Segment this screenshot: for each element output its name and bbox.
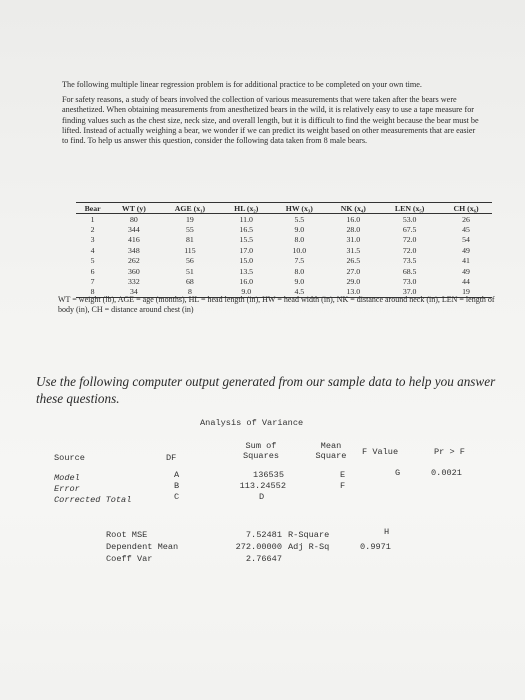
root-mse-value: 7.52481 [245,530,282,540]
anova-title: Analysis of Variance [200,418,304,428]
intro-text [62,80,482,151]
table-row [76,214,492,225]
table-cell: 4 [90,245,95,255]
table-cell: 19 [186,214,194,224]
table-cell: 27.0 [346,266,361,276]
table-cell: 7.5 [294,256,305,266]
table-cell: 344 [128,225,140,235]
header-len: LEN (x₅) [379,203,440,214]
header-square: Square [315,451,347,461]
table-cell: 26 [462,214,470,224]
variable-legend: WT = weight (lb), AGE = age (months), HL = head length (in), HW = head width (in), NK = distance around neck (in), LEN = length of body (in), CH = distance around chest (in) [58,295,495,314]
adj-r-sq-value: 0.9971 [360,542,391,552]
row-error-ms: F [340,481,346,491]
table-cell: 7 [90,277,95,287]
table-row [76,266,492,276]
header-bear: Bear [76,203,109,214]
header-pr-f: Pr > F [434,447,465,457]
table-cell: 262 [128,256,140,266]
table-cell: 16.0 [239,277,254,287]
table-cell: 8.0 [294,235,305,245]
table-cell: 41 [462,256,470,266]
table-cell: 9.0 [294,225,305,235]
table-cell: 3 [90,235,95,245]
table-cell: 8 [76,287,109,298]
table-cell: 67.5 [402,225,417,235]
r-square-value: H [384,527,390,537]
table-cell: 73.5 [402,256,417,266]
root-mse-label: Root MSE [106,530,148,540]
table-cell: 45 [462,225,470,235]
table-cell: 19 [440,287,492,298]
table-cell: 80 [129,214,138,224]
header-sum-of: Sum of [245,441,277,451]
table-header-row [76,203,492,214]
table-cell: 6 [90,266,95,276]
coeff-var-value: 2.76647 [245,554,282,564]
table-cell: 360 [128,266,140,276]
table-cell: 31.0 [346,235,361,245]
row-model-ms: E [340,470,346,480]
table-cell: 16.0 [346,214,361,224]
table-cell: 15.0 [239,256,254,266]
adj-r-sq-label: Adj R-Sq [288,542,330,552]
table-cell: 8 [159,287,222,298]
table-cell: 55 [186,225,194,235]
table-cell: 44 [462,277,470,287]
table-cell: 51 [186,266,194,276]
row-model-f: G [395,468,401,478]
table-cell: 5.5 [294,214,305,224]
table-cell: 115 [184,245,196,255]
table-cell: 348 [128,245,140,255]
row-model-ss: 136535 [253,470,284,480]
table-cell: 9.0 [221,287,271,298]
table-cell: 73.0 [402,277,417,287]
table-cell: 54 [462,235,470,245]
bear-data-table [76,202,492,298]
table-cell: 332 [128,277,140,287]
row-error-ss: 113.24552 [239,481,286,491]
row-total-source: Corrected Total [54,495,132,505]
header-df: DF [166,453,177,463]
table-cell: 34 [109,287,158,298]
dependent-mean-value: 272.00000 [235,542,282,552]
table-cell: 53.0 [402,214,417,224]
coeff-var-label: Coeff Var [106,554,153,564]
table-row [76,245,492,255]
table-cell: 8.0 [294,266,305,276]
header-hl: HL (x₂) [221,203,271,214]
table-cell: 28.0 [346,225,361,235]
row-model-p: 0.0021 [431,468,462,478]
table-cell: 72.0 [402,235,417,245]
table-cell: 416 [128,235,140,245]
header-squares: Squares [242,451,280,461]
table-cell: 72.0 [402,245,417,255]
table-row [76,256,492,266]
table-cell: 4.5 [271,287,327,298]
dependent-mean-label: Dependent Mean [106,542,179,552]
table-row [76,235,492,245]
header-nk: NK (x₄) [327,203,379,214]
row-model-source: Model [54,473,80,483]
table-row [76,276,492,286]
table-cell: 10.0 [292,245,307,255]
row-model-df: A [174,470,180,480]
r-square-label: R-Square [288,530,330,540]
table-cell: 13.5 [239,266,254,276]
header-age: AGE (x₁) [159,203,222,214]
header-source: Source [54,453,85,463]
row-total-ss: D [259,492,265,502]
table-cell: 29.0 [346,277,361,287]
table-cell: 11.0 [239,214,253,224]
table-cell: 56 [186,256,194,266]
header-mean: Mean [320,441,342,451]
table-cell: 68.5 [402,266,417,276]
row-error-df: B [174,481,180,491]
table-cell: 16.5 [239,225,254,235]
table-cell: 9.0 [294,277,305,287]
table-row [76,224,492,234]
table-cell: 13.0 [327,287,379,298]
intro-paragraph-1: The following multiple linear regression problem is for additional practice to be completed on your own time. [62,80,422,89]
table-body [76,214,492,298]
row-total-df: C [174,492,180,502]
table-cell: 37.0 [379,287,440,298]
header-wt: WT (y) [109,203,158,214]
table-cell: 31.5 [346,245,361,255]
table-cell: 68 [186,277,194,287]
row-error-source: Error [54,484,80,494]
table-cell: 2 [90,225,95,235]
table-cell: 1 [90,214,95,224]
table-cell: 49 [462,266,470,276]
table-cell: 5 [90,256,95,266]
intro-paragraph-2: For safety reasons, a study of bears involved the collection of various measurements that were taken after the bears were anesthetized. When obtaining measurements from anesthetized bears in the wild, it is relatively easy to use a tape measure for finding values such as the chest size, neck size, and overall length, but it is difficult to find the weight because the bear must be lifted. Instead of actually weighing a bear, we wonder if we can predict its weight based on other measurements that are easier to find. To help us answer this question, consider the following data taken from 8 male bears. [62,95,479,146]
header-hw: HW (x₃) [271,203,327,214]
header-f-value: F Value [362,447,399,457]
table-cell: 81 [186,235,194,245]
table-cell: 17.0 [239,245,254,255]
header-ch: CH (x₆) [440,203,492,214]
table-cell: 26.5 [346,256,361,266]
table-cell: 15.5 [239,235,254,245]
table-cell: 49 [462,245,470,255]
question-text: Use the following computer output generated from our sample data to help you answer these questions. [36,374,496,406]
